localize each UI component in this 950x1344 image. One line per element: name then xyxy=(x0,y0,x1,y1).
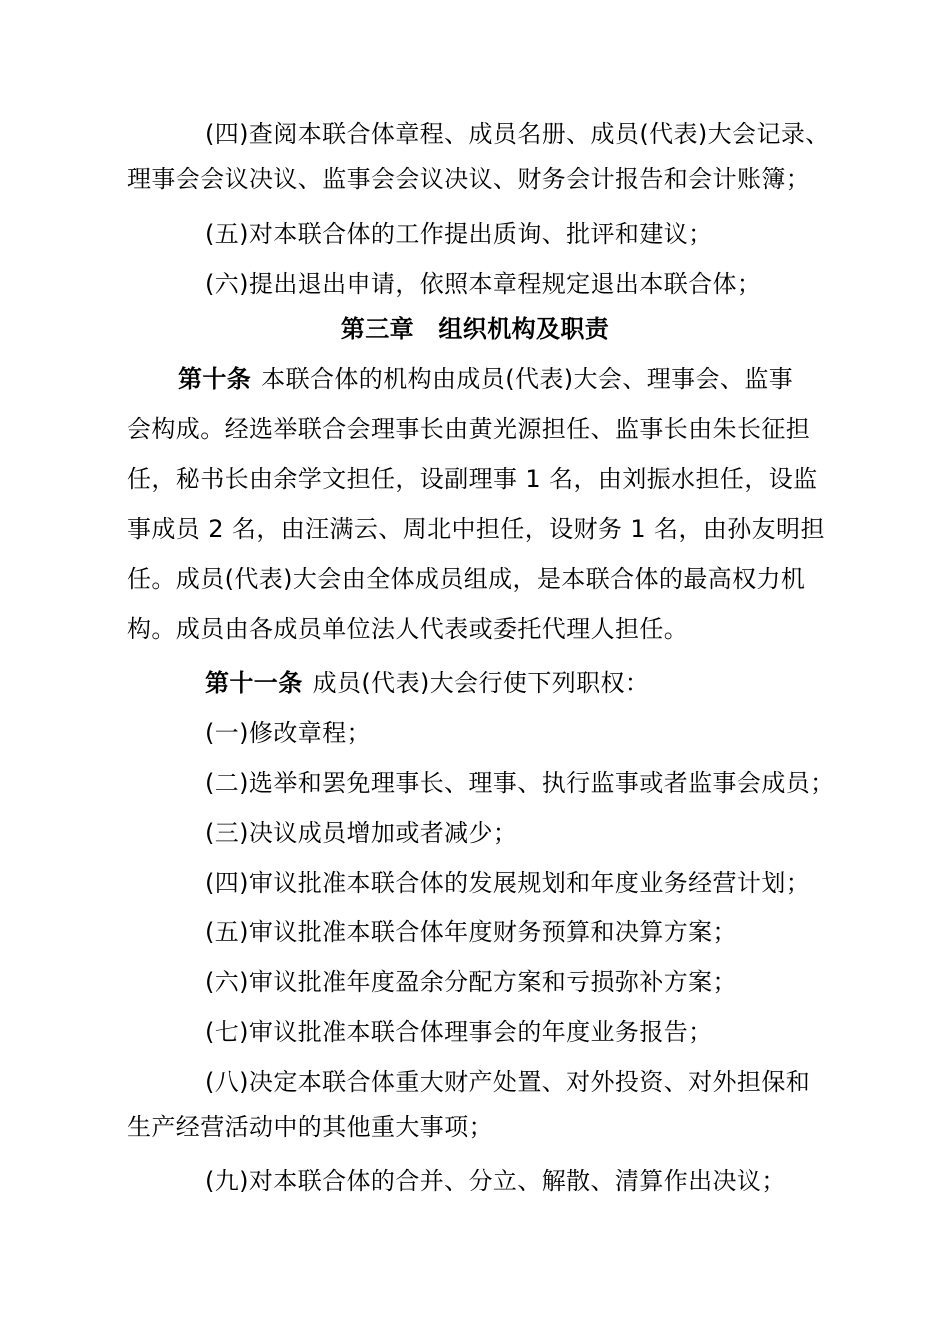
article-10-first-line xyxy=(178,363,793,395)
top-item-4-line-1: (四)查阅本联合体章程、成员名册、成员(代表)大会记录、 xyxy=(205,120,830,148)
list-item: (四)审议批准本联合体的发展规划和年度业务经营计划； xyxy=(205,869,811,897)
list-item: (八)决定本联合体重大财产处置、对外投资、对外担保和 xyxy=(205,1068,811,1096)
article-10-text-line-5: 任。成员(代表)大会由全体成员组成，是本联合体的最高权力机 xyxy=(127,565,806,593)
list-item: (六)审议批准年度盈余分配方案和亏损弥补方案； xyxy=(205,968,737,996)
top-item-5: (五)对本联合体的工作提出质询、批评和建议； xyxy=(205,220,713,248)
top-item-4-line-2: 理事会会议决议、监事会会议决议、财务会计报告和会计账簿； xyxy=(127,165,811,193)
top-item-6: (六)提出退出申请，依照本章程规定退出本联合体； xyxy=(205,270,762,298)
list-item: (七)审议批准本联合体理事会的年度业务报告； xyxy=(205,1018,713,1046)
article-10-text-line-4: 事成员 2 名，由汪满云、周北中担任，设财务 1 名，由孙友明担 xyxy=(127,515,825,543)
article-10-text-line-2: 会构成。经选举联合会理事长由黄光源担任、监事长由朱长征担 xyxy=(127,415,811,443)
list-item: (二)选举和罢免理事长、理事、执行监事或者监事会成员； xyxy=(205,769,835,797)
article-11-label: 第十一条 xyxy=(205,669,303,697)
article-10-text-line-6: 构。成员由各成员单位法人代表或委托代理人担任。 xyxy=(127,615,689,643)
article-10-label: 第十条 xyxy=(178,365,252,393)
list-item: (五)审议批准本联合体年度财务预算和决算方案； xyxy=(205,918,737,946)
list-item: (九)对本联合体的合并、分立、解散、清算作出决议； xyxy=(205,1167,786,1195)
article-11-first-line xyxy=(205,667,649,699)
list-item: (三)决议成员增加或者减少； xyxy=(205,819,518,847)
article-11-text: 成员(代表)大会行使下列职权： xyxy=(312,669,650,697)
article-10-text-line-1: 本联合体的机构由成员(代表)大会、理事会、监事 xyxy=(261,365,794,393)
list-item: (一)修改章程； xyxy=(205,719,371,747)
article-10-text-line-3: 任，秘书长由余学文担任，设副理事 1 名，由刘振水担任，设监 xyxy=(127,465,818,493)
list-item-continuation: 生产经营活动中的其他重大事项； xyxy=(127,1113,493,1141)
chapter-heading: 第三章 组织机构及职责 xyxy=(340,315,610,343)
